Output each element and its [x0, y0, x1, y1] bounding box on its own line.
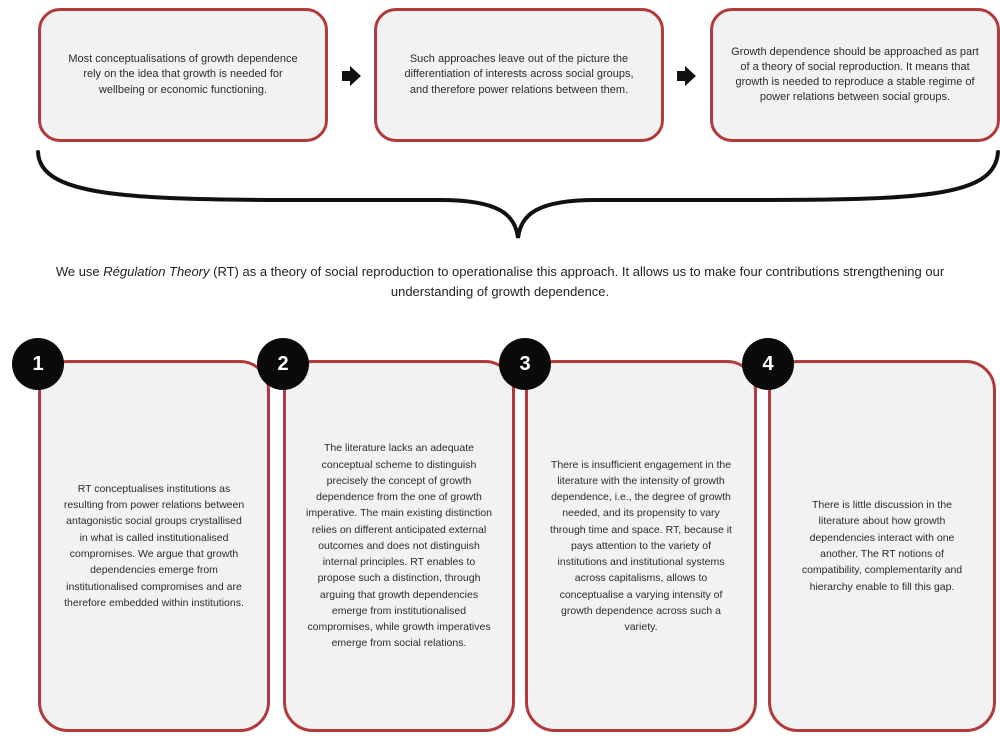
top-box-1-text: Most conceptualisations of growth dependence rely on the idea that growth is needed for wellbeing or economic functioning.	[68, 53, 298, 96]
contribution-card-3	[525, 360, 757, 732]
intro-after: (RT) as a theory of social reproduction to operationalise this approach. It allows us to make four contributions strengthening our understanding of growth dependence.	[209, 264, 945, 299]
number-badge-1-label: 1	[32, 352, 44, 375]
number-badge-3-label: 3	[519, 352, 531, 375]
contribution-card-4	[768, 360, 996, 732]
contribution-text-3: There is insufficient engagement in the literature with the intensity of growth dependence, i.e., the degree of growth needed, and its propensity to vary through time and space. RT, because it pays attention to the variety of institutions and institutional systems across capitalisms, allows to conceptualise a varying intensity of growth dependence across such a variety.	[550, 458, 732, 634]
number-badge-4	[742, 338, 794, 390]
number-badge-3	[499, 338, 551, 390]
contribution-text-2: The literature lacks an adequate conceptual scheme to distinguish precisely the concept of growth dependence from the one of growth imperative. The main existing distinction relies on different anticipated external outcomes and does not distinguish internal principles. RT enables to propose such a distinction, through arguing that growth dependencies emerge from institutionalised compromises, while growth imperatives emerge from social relations.	[306, 442, 492, 650]
top-box-3	[710, 8, 1000, 142]
contribution-card-1	[38, 360, 270, 732]
number-badge-4-label: 4	[762, 352, 774, 375]
contribution-card-2	[283, 360, 515, 732]
intro-before: We use	[55, 264, 104, 279]
intro-statement	[40, 262, 960, 301]
top-box-2-text: Such approaches leave out of the picture the differentiation of interests across social groups, and therefore power relations between them.	[404, 53, 634, 96]
number-badge-1	[12, 338, 64, 390]
top-box-2	[374, 8, 664, 142]
contribution-text-4: There is little discussion in the literature about how growth dependencies interact with one another. The RT notions of compatibility, complementarity and hierarchy enable to fill this gap.	[801, 499, 963, 593]
contribution-text-1: RT conceptualises institutions as resulting from power relations between antagonistic social groups crystallised in what is called institutionalised compromises. We argue that growth dependencies emerge from institutionalised compromises and are therefore embedded within institutions.	[63, 482, 245, 609]
top-box-3-text: Growth dependence should be approached as part of a theory of social reproduction. It means that growth is needed to reproduce a stable regime of power relations between social groups.	[731, 45, 979, 104]
intro-emphasis: Régulation Theory	[103, 264, 210, 279]
curly-brace-icon	[0, 140, 1000, 250]
number-badge-2	[257, 338, 309, 390]
top-box-1	[38, 8, 328, 142]
number-badge-2-label: 2	[277, 352, 289, 375]
